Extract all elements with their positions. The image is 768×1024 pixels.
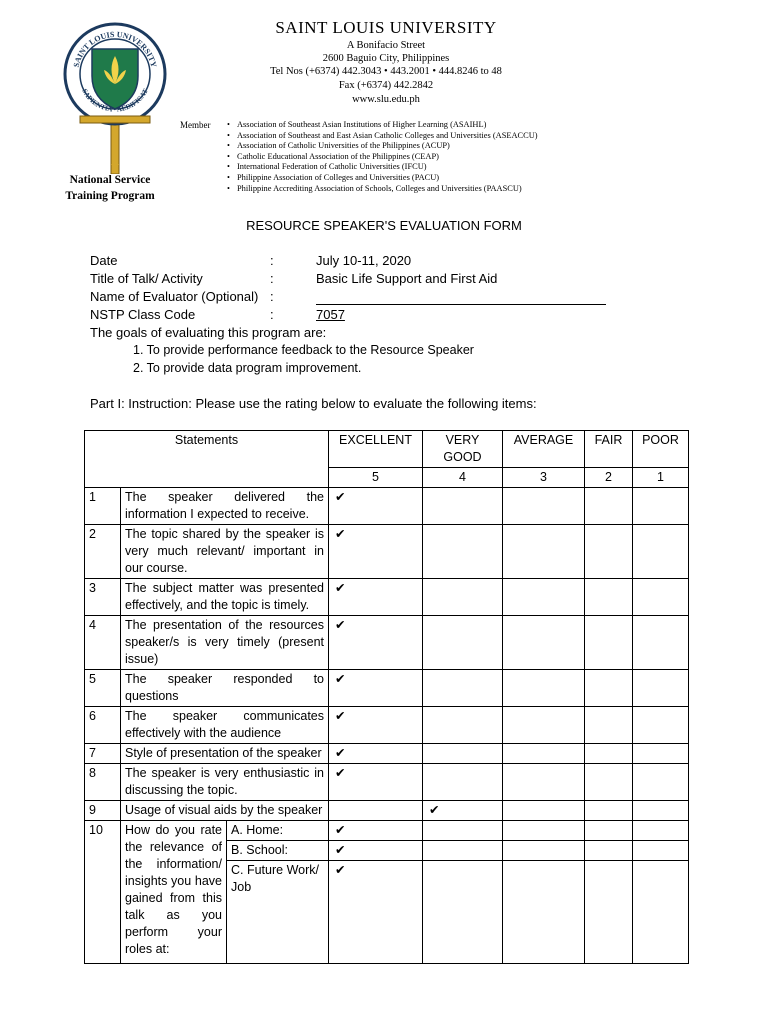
row-statement: The presentation of the resources speaker/s is very timely (present issue) bbox=[121, 616, 329, 670]
rating-check-5[interactable]: ✔ bbox=[329, 670, 423, 707]
field-value-title[interactable]: Basic Life Support and First Aid bbox=[316, 271, 498, 286]
rating-cell-4[interactable] bbox=[423, 616, 503, 670]
rating-check-4[interactable]: ✔ bbox=[423, 801, 503, 821]
row-statement: Style of presentation of the speaker bbox=[121, 744, 329, 764]
rating-cell-2[interactable] bbox=[585, 616, 633, 670]
rating-cell-3[interactable] bbox=[503, 616, 585, 670]
sub-item-label: A. Home: bbox=[227, 821, 329, 841]
rating-cell-3[interactable] bbox=[503, 488, 585, 525]
membership-item: • Association of Southeast and East Asian Catholic Colleges and Universities (ASEACCU) bbox=[227, 131, 538, 142]
row-number: 8 bbox=[85, 764, 121, 801]
membership-item: • Association of Catholic Universities of the Philippines (ACUP) bbox=[227, 141, 538, 152]
membership-list bbox=[227, 120, 538, 194]
rating-cell-5[interactable] bbox=[329, 801, 423, 821]
rating-cell-2[interactable] bbox=[585, 764, 633, 801]
rating-cell-1[interactable] bbox=[633, 616, 689, 670]
sub-item-label: C. Future Work/ Job bbox=[227, 861, 329, 964]
rating-cell-3[interactable] bbox=[503, 841, 585, 861]
table-row bbox=[85, 821, 689, 841]
rating-cell-4[interactable] bbox=[423, 764, 503, 801]
rating-cell-2[interactable] bbox=[585, 488, 633, 525]
rating-cell-3[interactable] bbox=[503, 801, 585, 821]
row-number: 3 bbox=[85, 579, 121, 616]
rating-cell-1[interactable] bbox=[633, 670, 689, 707]
row-number: 7 bbox=[85, 744, 121, 764]
field-label-date: Date bbox=[90, 253, 118, 268]
goals-heading: The goals of evaluating this program are: bbox=[90, 325, 327, 340]
table-row bbox=[85, 670, 689, 707]
address-fax: Fax (+6374) 442.2842 bbox=[338, 80, 434, 91]
row-statement: How do you rate the relevance of the information/ insights you have gained from this talk as you perform your roles at: bbox=[121, 821, 227, 964]
rating-check-5[interactable]: ✔ bbox=[329, 841, 423, 861]
rating-cell-3[interactable] bbox=[503, 764, 585, 801]
header-excellent: EXCELLENT bbox=[329, 431, 423, 468]
membership-item: • Catholic Educational Association of the Philippines (CEAP) bbox=[227, 152, 538, 163]
row-number: 1 bbox=[85, 488, 121, 525]
score-2: 2 bbox=[585, 468, 633, 488]
rating-cell-2[interactable] bbox=[585, 579, 633, 616]
field-label-title: Title of Talk/ Activity bbox=[90, 271, 203, 286]
table-row bbox=[85, 707, 689, 744]
field-colon: : bbox=[270, 307, 274, 322]
membership-item: • Philippine Association of Colleges and Universities (PACU) bbox=[227, 173, 538, 184]
form-title: RESOURCE SPEAKER'S EVALUATION FORM bbox=[246, 218, 522, 233]
membership-item: • International Federation of Catholic Universities (IFCU) bbox=[227, 162, 538, 173]
program-line-2: Training Program bbox=[65, 190, 155, 202]
table-row bbox=[85, 579, 689, 616]
evaluator-name-field[interactable] bbox=[316, 304, 606, 305]
rating-cell-3[interactable] bbox=[503, 707, 585, 744]
rating-cell-2[interactable] bbox=[585, 707, 633, 744]
table-row bbox=[85, 764, 689, 801]
row-number: 5 bbox=[85, 670, 121, 707]
score-1: 1 bbox=[633, 468, 689, 488]
rating-cell-4[interactable] bbox=[423, 744, 503, 764]
rating-cell-4[interactable] bbox=[423, 525, 503, 579]
rating-cell-4[interactable] bbox=[423, 861, 503, 964]
rating-cell-3[interactable] bbox=[503, 861, 585, 964]
table-row bbox=[85, 488, 689, 525]
rating-check-5[interactable]: ✔ bbox=[329, 488, 423, 525]
rating-cell-3[interactable] bbox=[503, 744, 585, 764]
rating-check-5[interactable]: ✔ bbox=[329, 525, 423, 579]
rating-check-5[interactable]: ✔ bbox=[329, 707, 423, 744]
rating-check-5[interactable]: ✔ bbox=[329, 616, 423, 670]
table-row bbox=[85, 616, 689, 670]
field-label-evaluator: Name of Evaluator (Optional) bbox=[90, 289, 259, 304]
row-statement: The speaker communicates effectively with the audience bbox=[121, 707, 329, 744]
university-name: SAINT LOUIS UNIVERSITY bbox=[275, 18, 497, 37]
rating-check-5[interactable]: ✔ bbox=[329, 764, 423, 801]
rating-cell-4[interactable] bbox=[423, 579, 503, 616]
row-number: 4 bbox=[85, 616, 121, 670]
membership-item: • Philippine Accrediting Association of Schools, Colleges and Universities (PAASCU) bbox=[227, 184, 538, 195]
row-number: 10 bbox=[85, 821, 121, 964]
rating-cell-1[interactable] bbox=[633, 841, 689, 861]
rating-cell-1[interactable] bbox=[633, 707, 689, 744]
header-poor: POOR bbox=[633, 431, 689, 468]
rating-cell-4[interactable] bbox=[423, 841, 503, 861]
member-label: Member bbox=[180, 120, 211, 130]
university-seal-logo bbox=[60, 14, 170, 174]
rating-cell-4[interactable] bbox=[423, 488, 503, 525]
row-number: 6 bbox=[85, 707, 121, 744]
goal-item: 1. To provide performance feedback to the Resource Speaker bbox=[133, 343, 474, 357]
table-row bbox=[85, 801, 689, 821]
row-statement: The speaker is very enthusiastic in discussing the topic. bbox=[121, 764, 329, 801]
rating-cell-4[interactable] bbox=[423, 707, 503, 744]
rating-cell-2[interactable] bbox=[585, 670, 633, 707]
row-number: 2 bbox=[85, 525, 121, 579]
table-row bbox=[85, 525, 689, 579]
rating-cell-4[interactable] bbox=[423, 670, 503, 707]
rating-check-5[interactable]: ✔ bbox=[329, 579, 423, 616]
rating-check-5[interactable]: ✔ bbox=[329, 821, 423, 841]
evaluation-table bbox=[84, 430, 689, 964]
field-label-class-code: NSTP Class Code bbox=[90, 307, 196, 322]
rating-cell-2[interactable] bbox=[585, 525, 633, 579]
row-statement: The subject matter was presented effectively, and the topic is timely. bbox=[121, 579, 329, 616]
rating-cell-3[interactable] bbox=[503, 821, 585, 841]
goal-item: 2. To provide data program improvement. bbox=[133, 361, 362, 375]
table-row bbox=[85, 744, 689, 764]
address-website: www.slu.edu.ph bbox=[352, 94, 420, 105]
program-label bbox=[40, 172, 180, 204]
field-colon: : bbox=[270, 253, 274, 268]
rating-cell-3[interactable] bbox=[503, 579, 585, 616]
rating-cell-3[interactable] bbox=[503, 670, 585, 707]
score-3: 3 bbox=[503, 468, 585, 488]
rating-cell-1[interactable] bbox=[633, 821, 689, 841]
sub-item-label: B. School: bbox=[227, 841, 329, 861]
address-city: 2600 Baguio City, Philippines bbox=[322, 53, 450, 64]
rating-cell-1[interactable] bbox=[633, 744, 689, 764]
rating-cell-1[interactable] bbox=[633, 525, 689, 579]
header-statements: Statements bbox=[85, 431, 329, 488]
part1-instruction: Part I: Instruction: Please use the rating below to evaluate the following items: bbox=[90, 396, 537, 411]
field-colon: : bbox=[270, 271, 274, 286]
rating-cell-2[interactable] bbox=[585, 821, 633, 841]
field-value-date[interactable]: July 10-11, 2020 bbox=[316, 253, 412, 268]
rating-cell-2[interactable] bbox=[585, 861, 633, 964]
row-statement: The speaker delivered the information I expected to receive. bbox=[121, 488, 329, 525]
rating-cell-2[interactable] bbox=[585, 801, 633, 821]
logo-text-bottom: SAPIENTIA • AEDIFICAT bbox=[80, 87, 150, 114]
row-number: 9 bbox=[85, 801, 121, 821]
rating-check-5[interactable]: ✔ bbox=[329, 744, 423, 764]
rating-cell-2[interactable] bbox=[585, 841, 633, 861]
rating-cell-4[interactable] bbox=[423, 821, 503, 841]
header-fair: FAIR bbox=[585, 431, 633, 468]
rating-check-5[interactable]: ✔ bbox=[329, 861, 423, 964]
header-average: AVERAGE bbox=[503, 431, 585, 468]
rating-cell-1[interactable] bbox=[633, 764, 689, 801]
field-value-class-code[interactable]: 7057 bbox=[316, 307, 345, 322]
address-street: A Bonifacio Street bbox=[346, 40, 426, 51]
score-5: 5 bbox=[329, 468, 423, 488]
field-colon: : bbox=[270, 289, 274, 304]
rating-cell-1[interactable] bbox=[633, 488, 689, 525]
rating-cell-1[interactable] bbox=[633, 861, 689, 964]
rating-cell-2[interactable] bbox=[585, 744, 633, 764]
score-4: 4 bbox=[423, 468, 503, 488]
row-statement: The topic shared by the speaker is very much relevant/ important in our course. bbox=[121, 525, 329, 579]
row-statement: Usage of visual aids by the speaker bbox=[121, 801, 329, 821]
membership-item: • Association of Southeast Asian Institutions of Higher Learning (ASAIHL) bbox=[227, 120, 538, 131]
logo-text-top: SAINT LOUIS UNIVERSITY bbox=[71, 29, 159, 69]
rating-cell-3[interactable] bbox=[503, 525, 585, 579]
address-tel: Tel Nos (+6374) 442.3043 • 443.2001 • 444.8246 to 48 bbox=[270, 66, 502, 77]
rating-cell-1[interactable] bbox=[633, 801, 689, 821]
row-statement: The speaker responded to questions bbox=[121, 670, 329, 707]
rating-cell-1[interactable] bbox=[633, 579, 689, 616]
program-line-1: National Service bbox=[69, 174, 151, 186]
header-very-good: VERY GOOD bbox=[423, 431, 503, 468]
